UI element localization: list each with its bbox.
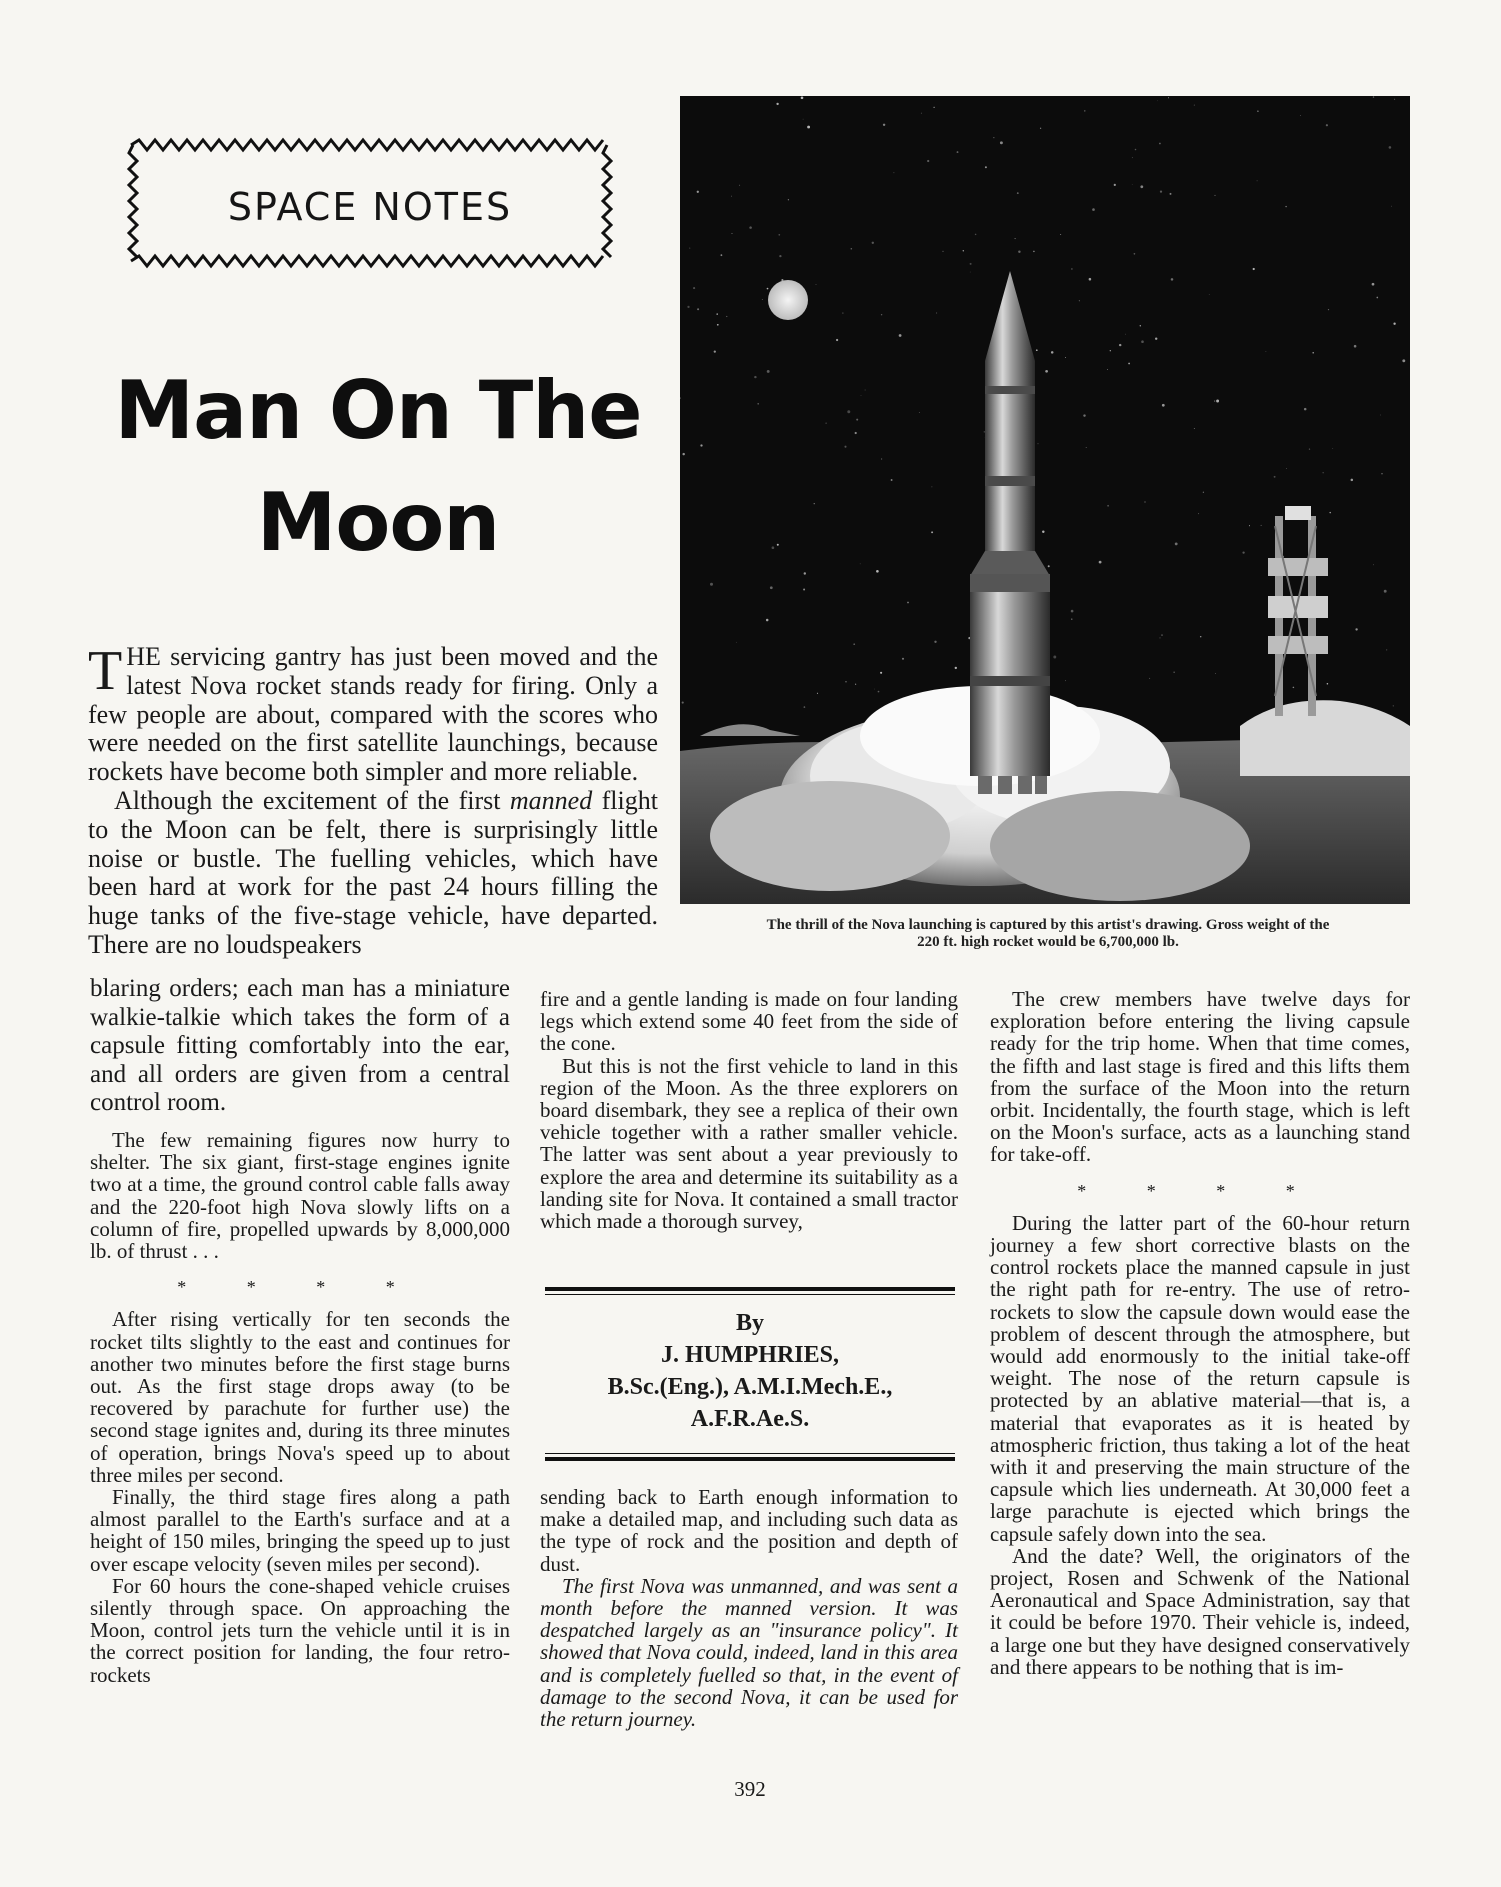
star <box>1323 472 1324 473</box>
star <box>1309 448 1310 449</box>
star <box>1354 345 1357 348</box>
star <box>1300 115 1301 116</box>
star <box>836 339 838 341</box>
star <box>878 691 880 693</box>
star <box>779 255 781 257</box>
star <box>919 412 920 413</box>
page-number: 392 <box>734 1777 766 1801</box>
star <box>1312 352 1314 354</box>
column-2-bottom <box>540 1486 958 1730</box>
star <box>1200 636 1201 637</box>
star <box>1107 369 1108 370</box>
col1-paragraph-1: The few remaining figures now hurry to shelter. The six giant, first-stage engines ignite two at a time, the ground control cable falls away and the 220-foot high Nova slowly lifts on a column of fire, propelled upwards by 8,000,000 lb. of thrust . . . <box>90 1128 510 1264</box>
star <box>902 658 904 660</box>
star <box>687 306 689 308</box>
title-line-1: Man On The <box>114 364 642 457</box>
star <box>726 316 727 317</box>
star <box>700 444 702 446</box>
star <box>1326 124 1328 126</box>
star <box>772 546 775 549</box>
star <box>1381 473 1382 474</box>
star <box>767 288 769 290</box>
star <box>1328 309 1329 310</box>
star <box>803 119 804 120</box>
column-3 <box>990 988 1410 1678</box>
star <box>1285 206 1286 207</box>
star <box>1386 649 1387 650</box>
star <box>861 395 862 396</box>
star <box>1038 443 1039 444</box>
star <box>1393 323 1395 325</box>
star <box>731 196 732 197</box>
star <box>921 113 922 114</box>
star <box>936 313 937 314</box>
star <box>1132 184 1133 185</box>
star <box>1402 359 1405 362</box>
col3-paragraph-2: During the latter part of the 60-hour return journey a few short corrective blasts on the control rockets place the manned capsule in just the right path for re-entry. The use of retro-rockets to slow the capsule down would ease the problem of descent through the atmosphere, but would add enormously to the initial take-off weight. The nose of the return capsule is protected by an ablative material—that is, a material that evaporates as it is heated by atmospheric friction, thus taking a lot of the heat with it and preserving the main structure of the capsule which lies underneath. At 30,000 feet a large parachute is ejected which brings the capsule safely down into the sea. <box>990 1210 1410 1546</box>
star <box>1125 334 1126 335</box>
star <box>1171 278 1174 281</box>
star <box>975 234 977 236</box>
star <box>851 248 853 250</box>
star <box>1274 476 1276 478</box>
star <box>1159 143 1161 145</box>
star <box>1149 678 1150 679</box>
star <box>1194 428 1195 429</box>
star <box>970 263 972 265</box>
star <box>1132 157 1133 158</box>
star <box>1372 283 1375 286</box>
star <box>1198 513 1199 514</box>
star <box>1162 404 1165 407</box>
star <box>697 308 699 310</box>
star <box>1110 350 1111 351</box>
star <box>842 313 843 314</box>
star <box>1065 357 1066 358</box>
col3-paragraph-3: And the date? Well, the originators of the project, Rosen and Schwenk of the National Aeronautical and Space Administration, say that it could be before 1970. Their vehicle is, indeed, a large one but they have designed conservatively and there appears to be nothing that is im- <box>990 1543 1410 1679</box>
star <box>1159 637 1160 638</box>
caption-line-1: The thrill of the Nova launching is captured by this artist's drawing. Gross weight of the <box>766 917 1330 933</box>
star <box>1286 468 1287 469</box>
article-intro <box>88 640 658 960</box>
star <box>1084 110 1085 111</box>
star <box>1099 561 1102 564</box>
title-line-2: Moon <box>256 476 500 569</box>
star <box>874 689 875 690</box>
star <box>817 693 818 694</box>
star <box>1141 340 1144 343</box>
col2-paragraph-1: fire and a gentle landing is made on four landing legs which extend some 40 feet from the side of the cone. <box>540 987 958 1056</box>
star <box>853 643 855 645</box>
star <box>682 702 684 704</box>
section-break: * * * * <box>1077 1180 1323 1201</box>
illustration-caption <box>686 917 1410 951</box>
star <box>1036 349 1038 351</box>
star <box>754 376 756 378</box>
star <box>1144 501 1145 502</box>
star <box>855 432 857 434</box>
star <box>1018 251 1020 253</box>
star <box>1051 351 1054 354</box>
col1-paragraph-2: After rising vertically for ten seconds the rocket tilts slightly to the east and continues for another two minutes before the first stage burns out. As the first stage drops away (to be recovered by parachute for further use) the second stage ignites and, during its three minutes of operation, brings Nova's speed up to about three miles per second. <box>90 1307 510 1487</box>
byline-bottom-rule-thin <box>545 1453 955 1454</box>
section-header-box <box>125 133 615 274</box>
star <box>942 251 943 252</box>
star <box>934 641 936 643</box>
star <box>1134 253 1136 255</box>
star <box>1293 687 1295 689</box>
star <box>883 124 885 126</box>
star <box>1015 238 1016 239</box>
star <box>689 248 690 249</box>
star <box>1384 590 1387 593</box>
column-1 <box>90 1129 510 1686</box>
byline-by: By <box>735 1310 764 1336</box>
star <box>1261 525 1262 526</box>
byline-qualifications-1: B.Sc.(Eng.), A.M.I.Mech.E., <box>607 1374 893 1400</box>
star <box>1000 141 1003 144</box>
star <box>1053 656 1056 659</box>
star <box>1257 110 1259 112</box>
star <box>1329 512 1330 513</box>
star <box>807 126 810 129</box>
star <box>816 284 817 285</box>
star <box>1214 401 1215 402</box>
star <box>1373 564 1374 565</box>
star <box>1128 363 1130 365</box>
star <box>844 446 846 448</box>
col1-paragraph-3: Finally, the third stage fires along a path almost parallel to the Earth's surface and at a height of 150 miles, bringing the speed up to just over escape velocity (seven miles per second). <box>90 1485 510 1576</box>
star <box>931 486 932 487</box>
star <box>855 684 856 685</box>
star <box>1393 705 1394 706</box>
star <box>893 172 894 173</box>
star <box>1040 128 1041 129</box>
star <box>1394 99 1395 100</box>
star <box>1048 565 1050 567</box>
star <box>1119 344 1121 346</box>
star <box>1376 297 1378 299</box>
star <box>1161 635 1162 636</box>
star <box>984 431 985 432</box>
byline-qualifications-2: A.F.R.Ae.S. <box>690 1406 810 1432</box>
star <box>1017 192 1019 194</box>
intro-paragraph-2: Although the excitement of the first manned flight to the Moon can be felt, there is surprisingly little noise or bustle. The fuelling vehicles, which have been hard at work for the past 24 hours filling the huge tanks of the five-stage vehicle, have departed. There are no loudspeakers <box>88 785 658 959</box>
col2-paragraph-4: The first Nova was unmanned, and was sent a month before the manned version. It was despatched largely as an "insurance policy". It showed that Nova could, indeed, land in this area and is completely fuelled so that, in the event of damage to the second Nova, it can be used for the return journey. <box>540 1573 958 1732</box>
star <box>881 459 882 460</box>
star <box>714 350 716 352</box>
star <box>1140 325 1141 326</box>
star <box>1079 300 1080 301</box>
col3-paragraph-1: The crew members have twelve days for exploration before entering the living capsule ready for the trip home. When that time comes, the fifth and last stage is fired and this lifts them from the surface of the Moon into the return orbit. Incidentally, the fourth stage, which is left on the Moon's surface, acts as a launching stand for take-off. <box>990 987 1410 1167</box>
star <box>804 572 806 574</box>
star <box>1092 208 1095 211</box>
byline-bottom-rule <box>545 1457 955 1461</box>
star <box>697 191 699 193</box>
star <box>1215 673 1216 674</box>
section-label: SPACE NOTES <box>227 185 513 229</box>
star <box>970 272 971 273</box>
star <box>856 419 858 421</box>
star <box>1257 180 1258 181</box>
star <box>682 453 684 455</box>
star <box>845 681 846 682</box>
star <box>881 314 882 315</box>
star <box>1216 400 1219 403</box>
star <box>762 299 763 300</box>
star <box>1155 338 1157 340</box>
star <box>865 390 866 391</box>
star <box>899 334 902 337</box>
star <box>767 370 770 373</box>
star <box>825 423 826 424</box>
star <box>1391 206 1392 207</box>
byline-top-rule <box>545 1287 955 1291</box>
star <box>1209 294 1210 295</box>
star <box>1194 105 1195 106</box>
star <box>993 137 994 138</box>
star <box>1215 195 1216 196</box>
star <box>717 324 719 326</box>
star <box>931 531 933 533</box>
star <box>788 199 789 200</box>
author-byline <box>545 1287 955 1463</box>
star <box>716 313 717 314</box>
star <box>872 242 874 244</box>
star <box>1071 610 1074 613</box>
star <box>985 166 987 168</box>
star <box>770 586 773 589</box>
star <box>801 96 804 99</box>
star <box>955 667 957 669</box>
star <box>1168 97 1169 98</box>
star <box>1203 492 1204 493</box>
star <box>907 602 909 604</box>
star <box>1157 100 1158 101</box>
star <box>957 151 959 153</box>
star <box>710 583 713 586</box>
star <box>1249 525 1250 526</box>
star <box>777 544 779 546</box>
star <box>1373 96 1374 97</box>
star <box>1327 683 1329 685</box>
col2-paragraph-2: But this is not the first vehicle to land in this region of the Moon. As the three explorers on board disembark, they see a replica of their own vehicle together with a rather smaller vehicle. The latter was sent about a year previously to explore the area and determine its suitability as a landing site for Nova. It contained a small tractor which made a thorough survey, <box>540 1053 958 1234</box>
star <box>1174 672 1175 673</box>
article-title <box>88 355 668 579</box>
star <box>1140 185 1143 188</box>
star <box>1107 505 1109 507</box>
star <box>1389 146 1392 149</box>
star <box>1175 543 1178 546</box>
byline-name: J. HUMPHRIES, <box>660 1342 839 1368</box>
star <box>739 185 740 186</box>
drop-cap: T <box>88 640 123 702</box>
star <box>749 226 752 229</box>
star <box>1266 351 1267 352</box>
star <box>1242 551 1244 553</box>
star <box>814 503 815 504</box>
star <box>1033 251 1035 253</box>
star <box>876 570 879 573</box>
star <box>847 410 850 413</box>
star <box>1042 530 1044 532</box>
star <box>803 589 805 591</box>
star <box>776 103 778 105</box>
col2-paragraph-3: sending back to Earth enough information to make a detailed map, and including such data as the type of rock and the position and depth of dust. <box>540 1485 958 1576</box>
star <box>1071 268 1072 269</box>
column-2-top <box>540 988 958 1232</box>
star <box>721 254 723 256</box>
star <box>1060 234 1061 235</box>
star <box>1045 370 1048 373</box>
col1-paragraph-4: For 60 hours the cone-shaped vehicle cruises silently through space. On approaching the Moon, control jets turn the vehicle until it is in the correct position for landing, the four retro-rockets <box>90 1573 510 1687</box>
star <box>766 619 769 622</box>
star <box>804 706 806 708</box>
moon-disc <box>768 280 808 320</box>
caption-line-2: 220 ft. high rocket would be 6,700,000 lb. <box>917 934 1179 950</box>
star <box>1086 447 1087 448</box>
star <box>778 234 780 236</box>
star <box>1083 414 1085 416</box>
star <box>1135 149 1137 151</box>
star <box>1304 408 1307 411</box>
star <box>1351 479 1354 482</box>
section-break: * * * * <box>177 1277 423 1298</box>
col1-intro-continuation: blaring orders; each man has a miniature walkie-talkie which takes the form of a capsule fitting comfortably into the ear, and all orders are given from a central control room. <box>90 975 510 1116</box>
star <box>860 563 861 564</box>
star <box>1089 278 1092 281</box>
star <box>1114 184 1116 186</box>
star <box>1065 680 1066 681</box>
byline-top-rule-thin <box>545 1294 955 1295</box>
star <box>963 250 964 251</box>
star <box>933 107 934 108</box>
star <box>736 642 737 643</box>
star <box>1160 190 1162 192</box>
star <box>693 287 695 289</box>
star <box>1170 193 1172 195</box>
star <box>880 672 882 674</box>
star <box>927 160 929 162</box>
star <box>1253 268 1255 270</box>
intro-paragraph-1: THE servicing gantry has just been moved and the latest Nova rocket stands ready for firing. Only a few people are about, compared with the scores who were needed on the first satellite launchings, because rockets have become both simpler and more reliable. <box>88 640 658 787</box>
star <box>1355 628 1357 630</box>
star <box>1380 415 1381 416</box>
star <box>1332 448 1333 449</box>
star <box>891 479 893 481</box>
star <box>1071 619 1072 620</box>
star <box>732 233 733 234</box>
star <box>757 403 759 405</box>
rocket-illustration <box>680 96 1410 904</box>
